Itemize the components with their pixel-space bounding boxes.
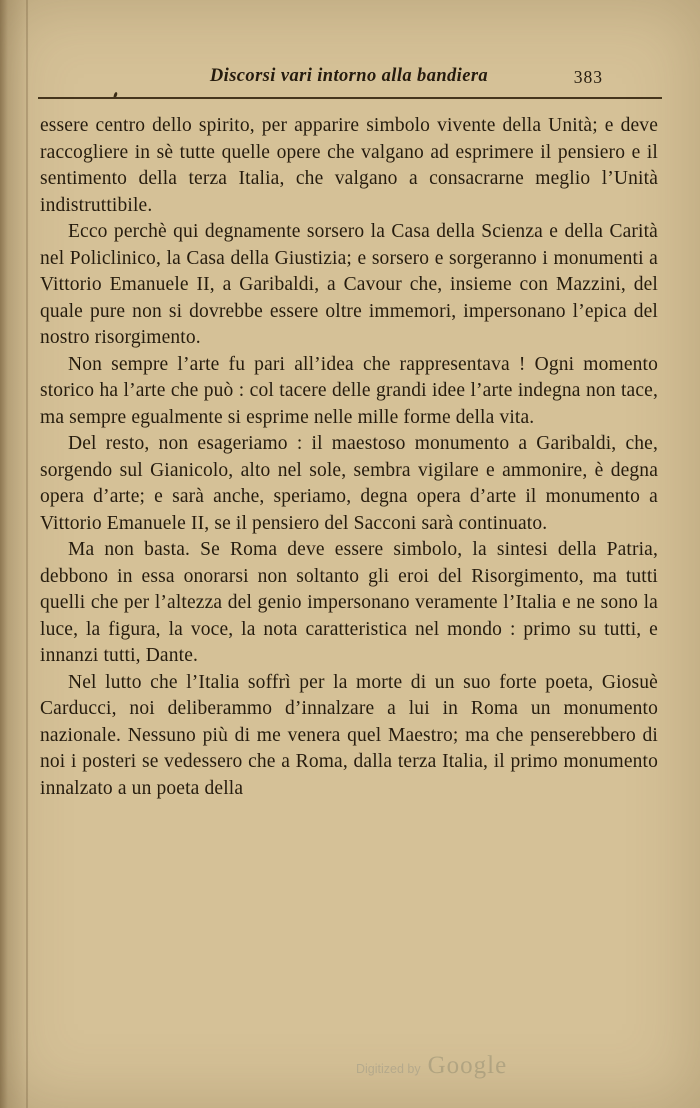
paragraph-4: Del resto, non esageriamo : il maestoso monumento a Garibaldi, che, sorgendo sul Gianicolo, alto nel sole, sembra vigilare e ammonire, è degna opera d’arte; e sarà anche, speriamo, degna opera d’arte il monumento a Vittorio Emanuele II, se il pensiero del Sacconi sarà continuato. xyxy=(40,433,658,534)
paragraph-5: Ma non basta. Se Roma deve essere simbolo, la sintesi della Patria, debbono in essa onorarsi non soltanto gli eroi del Risorgimento, ma tutti quelli che per l’altezza del genio impersonano veramente l’Italia e ne sono la luce, la figura, la voce, la nota caratteristica nel mondo : primo su tutti, e innanzi tutti, Dante. xyxy=(40,539,658,666)
page-number: 383 xyxy=(573,67,603,87)
page-header xyxy=(40,66,658,94)
paragraph-2: Ecco perchè qui degnamente sorsero la Casa della Scienza e della Carità nel Policlinico, la Casa della Giustizia; e sorsero e sorgeranno i monumenti a Vittorio Emanuele II, a Garibaldi, a Cavour che, insieme con Mazzini, del quale pure non si dovrebbe essere oltre immemori, impersonano l’epica del nostro risorgimento. xyxy=(40,221,658,348)
page-gutter-shadow xyxy=(0,0,34,1108)
watermark-prefix-label: Digitized by xyxy=(356,1062,421,1076)
google-logo: Google xyxy=(427,1052,508,1079)
paragraph-continuation: essere centro dello spirito, per apparire simbolo vivente della Unità; e deve raccogliere in sè tutte quelle opere che valgano ad esprimere il pensiero e il sentimento della terza Italia, che valgano a consacrarne meglio l’Unità indistruttibile. xyxy=(40,115,658,216)
running-title: Discorsi vari intorno alla bandiera xyxy=(209,66,489,86)
page-text-block xyxy=(40,113,658,802)
digitized-watermark xyxy=(356,1052,507,1080)
binding-edge-line xyxy=(26,0,28,1108)
paragraph-6: Nel lutto che l’Italia soffrì per la morte di un suo forte poeta, Giosuè Carducci, noi deliberammo d’innalzare a lui in Roma un monumento nazionale. Nessuno più di me venera quel Maestro; ma che penserebbero di noi i posteri se vedessero che a Roma, dalla terza Italia, il primo monumento innalzato a un poeta della xyxy=(40,671,658,799)
paragraph-3: Non sempre l’arte fu pari all’idea che rappresentava ! Ogni momento storico ha l’arte che può : col tacere delle grandi idee l’arte indegna non tace, ma sempre egualmente si esprime nelle mille forme della vita. xyxy=(40,353,658,428)
header-rule xyxy=(38,97,662,99)
